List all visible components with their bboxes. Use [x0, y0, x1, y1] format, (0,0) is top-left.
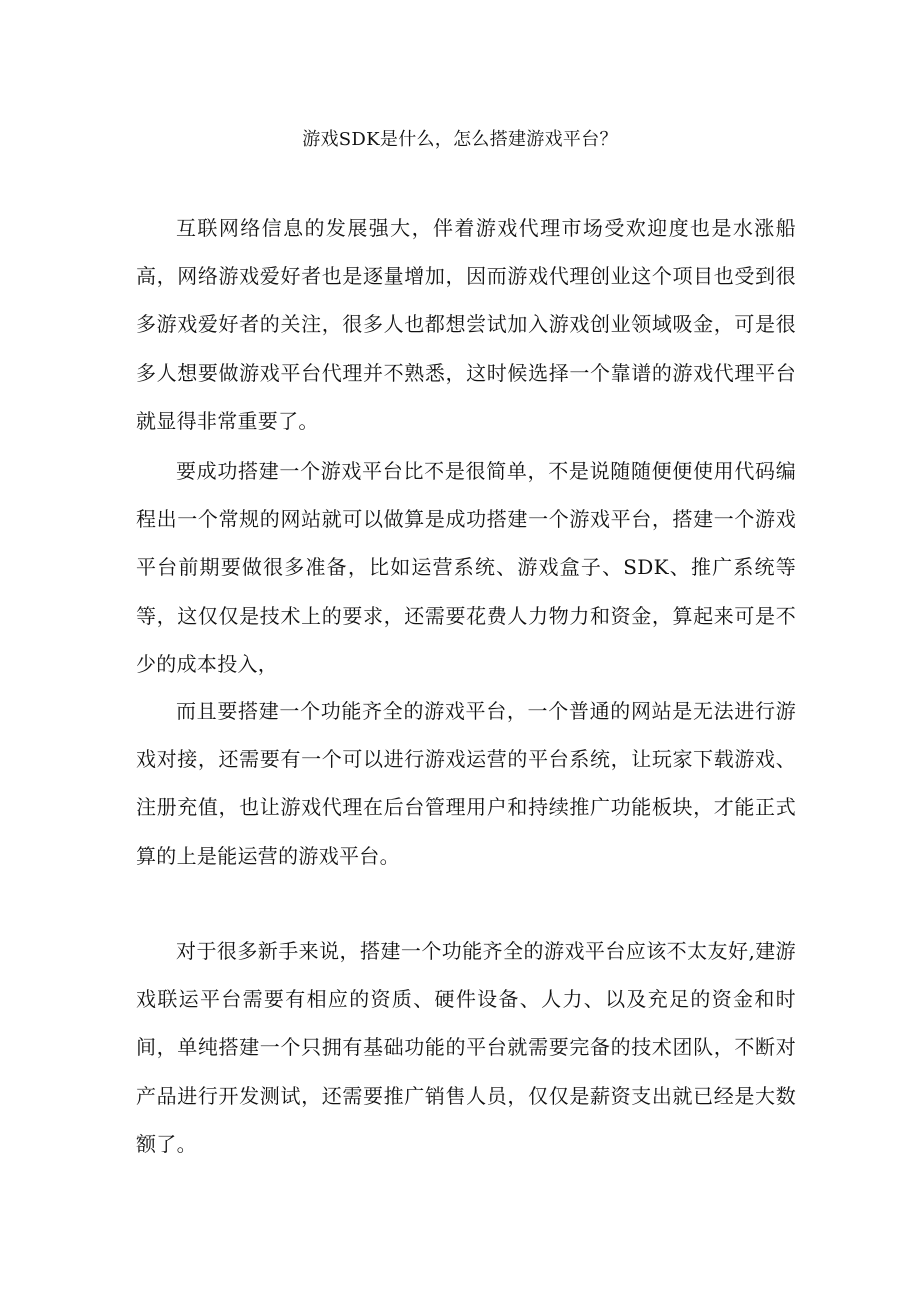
document-title: 游戏SDK是什么，怎么搭建游戏平台？ [302, 129, 618, 150]
paragraph-2: 要成功搭建一个游戏平台比不是很简单，不是说随随便便使用代码编程出一个常规的网站就可以做算是成功搭建一个游戏平台，搭建一个游戏平台前期要做很多准备，比如运营系统、游戏盒子、SDK、推广系统等等，这仅仅是技术上的要求，还需要花费人力物力和资金，算起来可是不少的成本投入， [136, 459, 796, 676]
paragraph-1: 互联网络信息的发展强大，伴着游戏代理市场受欢迎度也是水涨船高，网络游戏爱好者也是逐量增加，因而游戏代理创业这个项目也受到很多游戏爱好者的关注，很多人也都想尝试加入游戏创业领域吸金，可是很多人想要做游戏平台代理并不熟悉，这时候选择一个靠谱的游戏代理平台就显得非常重要了。 [136, 216, 796, 433]
paragraph-3: 而且要搭建一个功能齐全的游戏平台，一个普通的网站是无法进行游戏对接，还需要有一个可以进行游戏运营的平台系统，让玩家下载游戏、注册充值，也让游戏代理在后台管理用户和持续推广功能板块，才能正式算的上是能运营的游戏平台。 [136, 699, 796, 868]
paragraph-4: 对于很多新手来说，搭建一个功能齐全的游戏平台应该不太友好,建游戏联运平台需要有相应的资质、硬件设备、人力、以及充足的资金和时间，单纯搭建一个只拥有基础功能的平台就需要完备的技术团队，不断对产品进行开发测试，还需要推广销售人员，仅仅是薪资支出就已经是大数额了。 [136, 939, 796, 1156]
